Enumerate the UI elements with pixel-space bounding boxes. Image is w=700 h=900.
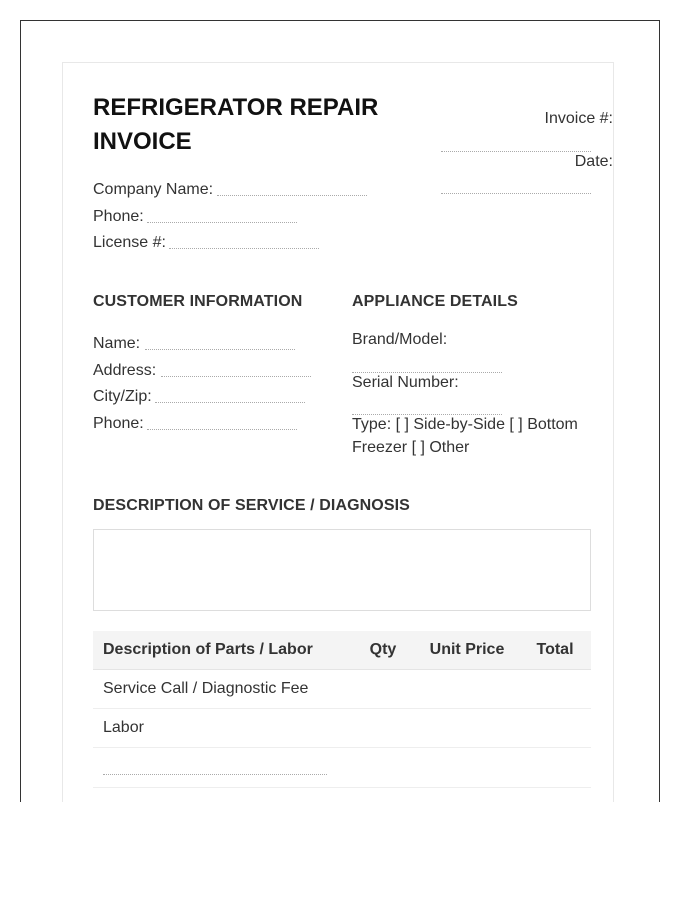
date-label: Date:	[574, 153, 613, 170]
row-unit-price[interactable]	[415, 748, 519, 788]
serial-number-field[interactable]	[352, 414, 502, 415]
customer-address-field[interactable]	[161, 376, 311, 377]
service-description-box[interactable]	[93, 529, 591, 611]
date-field[interactable]	[441, 193, 591, 194]
appliance-details-heading: APPLIANCE DETAILS	[352, 293, 518, 310]
invoice-number-label: Invoice #:	[544, 110, 613, 127]
blank-description-line	[103, 774, 327, 775]
table-row	[93, 748, 591, 788]
page-frame	[20, 20, 660, 802]
invoice-card	[62, 62, 614, 802]
license-label: License #:	[93, 234, 166, 251]
customer-phone-field[interactable]	[147, 429, 297, 430]
customer-cityzip-label: City/Zip:	[93, 388, 152, 405]
row-description-blank[interactable]	[93, 748, 351, 788]
customer-name-label: Name:	[93, 335, 141, 352]
company-name-label: Company Name:	[93, 181, 214, 198]
company-phone-field[interactable]	[147, 222, 297, 223]
customer-cityzip-field[interactable]	[155, 402, 305, 403]
row-qty[interactable]	[351, 709, 415, 748]
title-line-1: REFRIGERATOR REPAIR	[93, 94, 379, 121]
appliance-type-options-line1[interactable]: Type: [ ] Side-by-Side [ ] Bottom	[352, 416, 578, 433]
license-field[interactable]	[169, 248, 319, 249]
row-unit-price[interactable]	[415, 670, 519, 709]
column-header-unit-price: Unit Price	[415, 631, 519, 670]
column-header-qty: Qty	[351, 631, 415, 670]
title-line-2: INVOICE	[93, 128, 192, 155]
row-qty[interactable]	[351, 670, 415, 709]
column-header-total: Total	[519, 631, 591, 670]
parts-labor-table	[93, 631, 591, 788]
brand-model-field[interactable]	[352, 372, 502, 373]
row-total[interactable]	[519, 709, 591, 748]
company-name-field[interactable]	[217, 195, 367, 196]
table-header-row	[93, 631, 591, 670]
appliance-type-options-line2[interactable]: Freezer [ ] Other	[352, 439, 470, 456]
customer-name-field[interactable]	[145, 349, 295, 350]
serial-number-label: Serial Number:	[352, 374, 459, 391]
brand-model-label: Brand/Model:	[352, 331, 448, 348]
table-row	[93, 709, 591, 748]
customer-address-label: Address:	[93, 362, 157, 379]
company-phone-label: Phone:	[93, 208, 144, 225]
invoice-title	[93, 91, 423, 159]
row-total[interactable]	[519, 670, 591, 709]
row-description[interactable]: Service Call / Diagnostic Fee	[93, 670, 351, 709]
row-description[interactable]: Labor	[93, 709, 351, 748]
row-qty[interactable]	[351, 748, 415, 788]
row-unit-price[interactable]	[415, 709, 519, 748]
customer-info-heading: CUSTOMER INFORMATION	[93, 293, 303, 310]
service-description-heading: DESCRIPTION OF SERVICE / DIAGNOSIS	[93, 497, 410, 514]
invoice-number-field[interactable]	[441, 151, 591, 152]
customer-phone-label: Phone:	[93, 415, 144, 432]
table-row	[93, 670, 591, 709]
column-header-description: Description of Parts / Labor	[93, 631, 351, 670]
row-total[interactable]	[519, 748, 591, 788]
